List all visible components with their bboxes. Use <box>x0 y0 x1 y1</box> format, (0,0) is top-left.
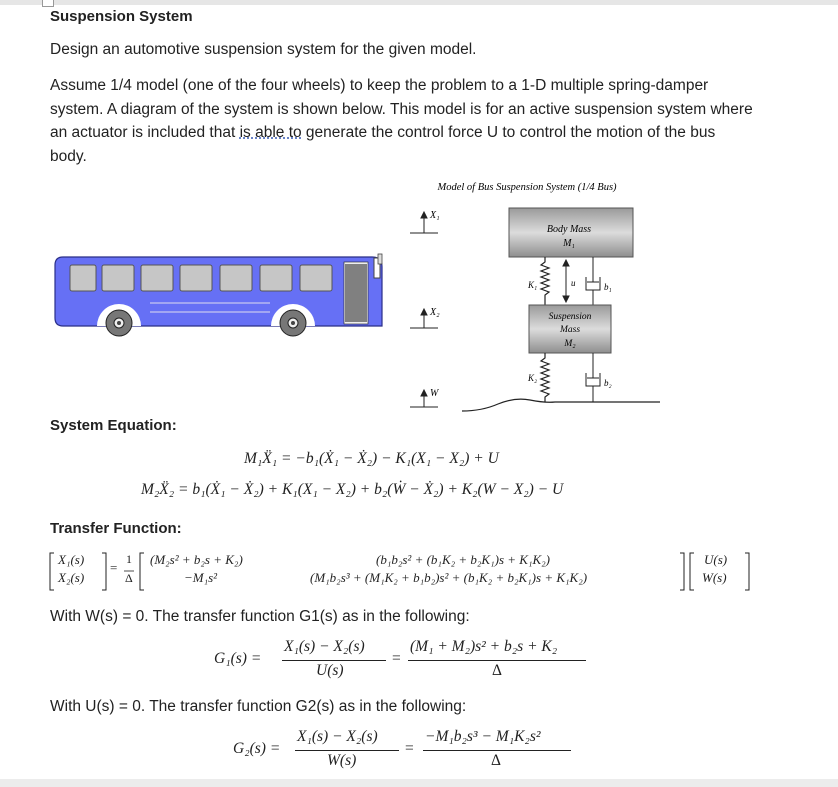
description-text-1: Assume 1/4 model (one of the four wheels) to keep the problem to a 1-D multiple spring-damper system. A diagram of the system is shown below. This model is for an active suspension system where an actuator is included that <box>50 77 753 141</box>
susp-mass-line2: Mass <box>559 325 581 335</box>
tf-m22: (M₁b₂s³ + (M₁K₂ + b₁b₂)s² + (b₁K₂ + b₂K₁)s + K₁K₂) <box>310 570 588 585</box>
tf-m12: (b₁b₂s² + (b₁K₂ + b₂K₁)s + K₁K₂) <box>376 552 550 567</box>
damper-b1 <box>586 257 600 305</box>
g1-rhs-fraction-bar <box>408 660 586 661</box>
x1-label: X₁ <box>430 210 440 221</box>
g1-rhs-den: Δ <box>492 662 502 679</box>
bus-grille <box>344 262 368 324</box>
tf-rhs-bottom: W(s) <box>702 570 727 585</box>
g2-lhs: G₂(s) = <box>233 740 281 757</box>
tf-equals: = <box>110 560 118 575</box>
g2-equation <box>233 728 593 776</box>
k2-label: K₂ <box>528 373 538 383</box>
damper-b2 <box>586 353 600 402</box>
b2-label: b₂ <box>604 378 612 388</box>
document-title: Suspension System <box>50 8 193 25</box>
bus-illustration <box>55 254 382 336</box>
tf-frac-num: 1 <box>126 552 132 566</box>
g1-den: U(s) <box>316 662 344 679</box>
g2-equals: = <box>405 740 414 757</box>
g2-den: W(s) <box>327 752 357 769</box>
tf-lhs-bottom: X₂(s) <box>58 570 85 585</box>
tf-lhs-top: X₁(s) <box>58 552 85 567</box>
description-text-2: generate the control force U to control the motion of the bus body. <box>50 124 716 165</box>
g2-num: X₁(s) − X₂(s) <box>297 728 378 745</box>
bottom-bar <box>0 779 838 787</box>
intro-paragraph: Design an automotive suspension system for the given model. <box>50 41 477 58</box>
diagram-caption: Model of Bus Suspension System (1/4 Bus) <box>437 182 617 193</box>
g1-equation <box>214 636 614 684</box>
tf-m11: (M₂s² + b₂s + K₂) <box>150 552 243 567</box>
k1-label: K₁ <box>528 280 538 290</box>
g1-fraction-bar <box>282 660 386 661</box>
w-zero-paragraph: With W(s) = 0. The transfer function G1(s) as in the following: <box>50 608 470 625</box>
x2-label: X₂ <box>430 307 440 318</box>
transfer-function-heading: Transfer Function: <box>50 520 182 537</box>
g1-lhs: G₁(s) = <box>214 650 262 667</box>
susp-mass-line1: Suspension <box>548 312 592 322</box>
road-profile <box>462 399 660 411</box>
b1-label: b₁ <box>604 282 612 292</box>
u-label: u <box>571 278 576 288</box>
g1-equals: = <box>392 650 401 667</box>
g2-rhs-fraction-bar <box>423 750 571 751</box>
tf-rhs-top: U(s) <box>704 552 728 567</box>
g2-rhs-den: Δ <box>491 752 501 769</box>
g1-num: X₁(s) − X₂(s) <box>284 638 365 655</box>
description-underlined: is able to <box>239 124 302 141</box>
equation-2: M₂Ẍ₂ = b₁(Ẋ₁ − Ẋ₂) + K₁(X₁ − X₂) + b₂(Ẇ − Ẋ₂) + K₂(W − X₂) − U <box>141 481 564 498</box>
tf-frac-den: Δ <box>125 571 133 585</box>
body-mass-label: Body Mass <box>546 224 592 235</box>
spring-k1 <box>541 257 549 305</box>
equation-1: M₁Ẍ₁ = −b₁(Ẋ₁ − Ẋ₂) − K₁(X₁ − X₂) + U <box>244 450 499 467</box>
actuator-u <box>563 260 569 302</box>
susp-mass-symbol: M₂ <box>564 339 576 349</box>
u-zero-paragraph: With U(s) = 0. The transfer function G2(s) as in the following: <box>50 698 467 715</box>
tf-m21: −M₁s² <box>184 570 218 585</box>
body-mass-symbol: M₁ <box>563 238 575 249</box>
spring-k2 <box>541 353 549 402</box>
system-equation-heading: System Equation: <box>50 417 177 434</box>
w-label: W <box>430 388 439 399</box>
g1-rhs-num: (M₁ + M₂)s² + b₂s + K₂ <box>410 638 558 655</box>
g2-fraction-bar <box>295 750 399 751</box>
transfer-function-matrix <box>48 548 808 594</box>
g2-rhs-num: −M₁b₂s³ − M₁K₂s² <box>425 728 541 745</box>
